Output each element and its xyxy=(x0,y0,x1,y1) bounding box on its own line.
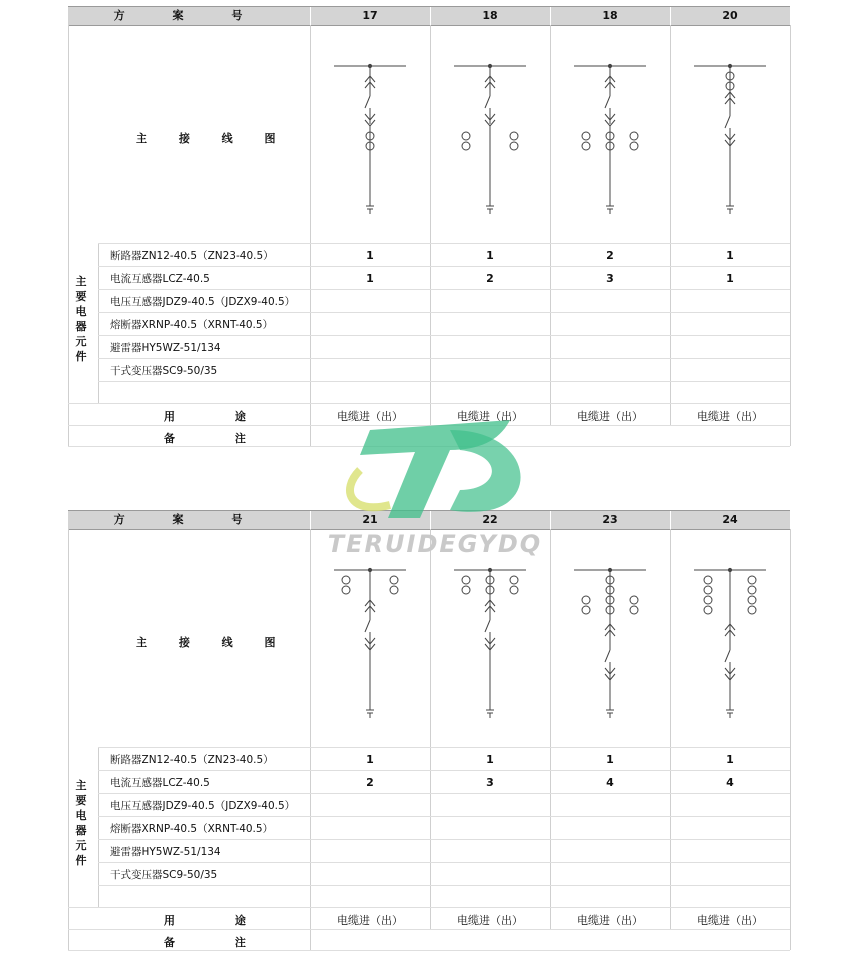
component-qty: 1 xyxy=(486,249,494,262)
component-qty: 2 xyxy=(366,776,374,789)
use-value: 电缆进（出） xyxy=(697,410,763,423)
component-qty: 4 xyxy=(726,776,734,789)
component-qty: 4 xyxy=(606,776,614,789)
use-value: 电缆进（出） xyxy=(577,914,643,927)
component-name: 干式变压器SC9-50/35 xyxy=(110,869,218,881)
wiring-diagram-17 xyxy=(310,46,430,226)
use-value: 电缆进（出） xyxy=(577,410,643,423)
scheme-number: 21 xyxy=(362,513,378,526)
use-value: 电缆进（出） xyxy=(697,914,763,927)
use-value: 电缆进（出） xyxy=(337,410,403,423)
component-name: 避雷器HY5WZ-51/134 xyxy=(110,342,221,354)
component-name: 干式变压器SC9-50/35 xyxy=(110,365,218,377)
component-name: 电流互感器LCZ-40.5 xyxy=(110,777,210,789)
main-components-label: 主 要 电 器 元 件 xyxy=(75,275,87,363)
component-qty: 3 xyxy=(606,272,614,285)
use-label: 用 途 xyxy=(164,914,274,927)
company-logo-watermark xyxy=(300,400,570,560)
scheme-number: 17 xyxy=(362,9,378,22)
component-name: 断路器ZN12-40.5（ZN23-40.5） xyxy=(110,250,274,262)
scheme-number: 22 xyxy=(482,513,498,526)
component-qty: 1 xyxy=(726,249,734,262)
wiring-diagram-21 xyxy=(310,550,430,730)
wiring-diagram-18b xyxy=(550,46,670,226)
header-row xyxy=(68,6,790,26)
component-qty: 1 xyxy=(726,272,734,285)
use-value: 电缆进（出） xyxy=(457,914,523,927)
component-qty: 1 xyxy=(726,753,734,766)
note-label: 备 注 xyxy=(164,432,274,445)
scheme-number-label: 方 案 号 xyxy=(113,513,265,526)
component-qty: 1 xyxy=(366,753,374,766)
component-qty: 1 xyxy=(606,753,614,766)
main-components-label: 主 要 电 器 元 件 xyxy=(75,779,87,867)
component-qty: 1 xyxy=(366,272,374,285)
use-value: 电缆进（出） xyxy=(457,410,523,423)
component-name: 电压互感器JDZ9-40.5（JDZX9-40.5） xyxy=(110,296,296,308)
wiring-diagram-24 xyxy=(670,550,790,730)
use-value: 电缆进（出） xyxy=(337,914,403,927)
scheme-number: 24 xyxy=(722,513,738,526)
scheme-number: 18 xyxy=(482,9,498,22)
component-qty: 1 xyxy=(486,753,494,766)
scheme-table-2 xyxy=(68,510,790,950)
component-qty: 2 xyxy=(486,272,494,285)
use-label: 用 途 xyxy=(164,410,274,423)
scheme-number-label: 方 案 号 xyxy=(113,9,265,22)
wiring-diagram-23 xyxy=(550,550,670,730)
component-name: 熔断器XRNP-40.5（XRNT-40.5） xyxy=(110,823,274,835)
wiring-diagram-22 xyxy=(430,550,550,730)
scheme-table-1 xyxy=(68,6,790,446)
component-qty: 1 xyxy=(366,249,374,262)
component-name: 断路器ZN12-40.5（ZN23-40.5） xyxy=(110,754,274,766)
wiring-diagram-18 xyxy=(430,46,550,226)
component-qty: 3 xyxy=(486,776,494,789)
scheme-number: 23 xyxy=(602,513,618,526)
component-name: 电流互感器LCZ-40.5 xyxy=(110,273,210,285)
wiring-diagram-20 xyxy=(670,46,790,226)
main-diagram-label: 主 接 线 图 xyxy=(136,132,290,145)
main-diagram-label: 主 接 线 图 xyxy=(136,636,290,649)
component-name: 电压互感器JDZ9-40.5（JDZX9-40.5） xyxy=(110,800,296,812)
component-name: 熔断器XRNP-40.5（XRNT-40.5） xyxy=(110,319,274,331)
component-qty: 2 xyxy=(606,249,614,262)
component-name: 避雷器HY5WZ-51/134 xyxy=(110,846,221,858)
note-label: 备 注 xyxy=(164,936,274,949)
scheme-number: 20 xyxy=(722,9,738,22)
watermark-text: TERUIDEGYDQ xyxy=(327,530,543,558)
scheme-number: 18 xyxy=(602,9,618,22)
